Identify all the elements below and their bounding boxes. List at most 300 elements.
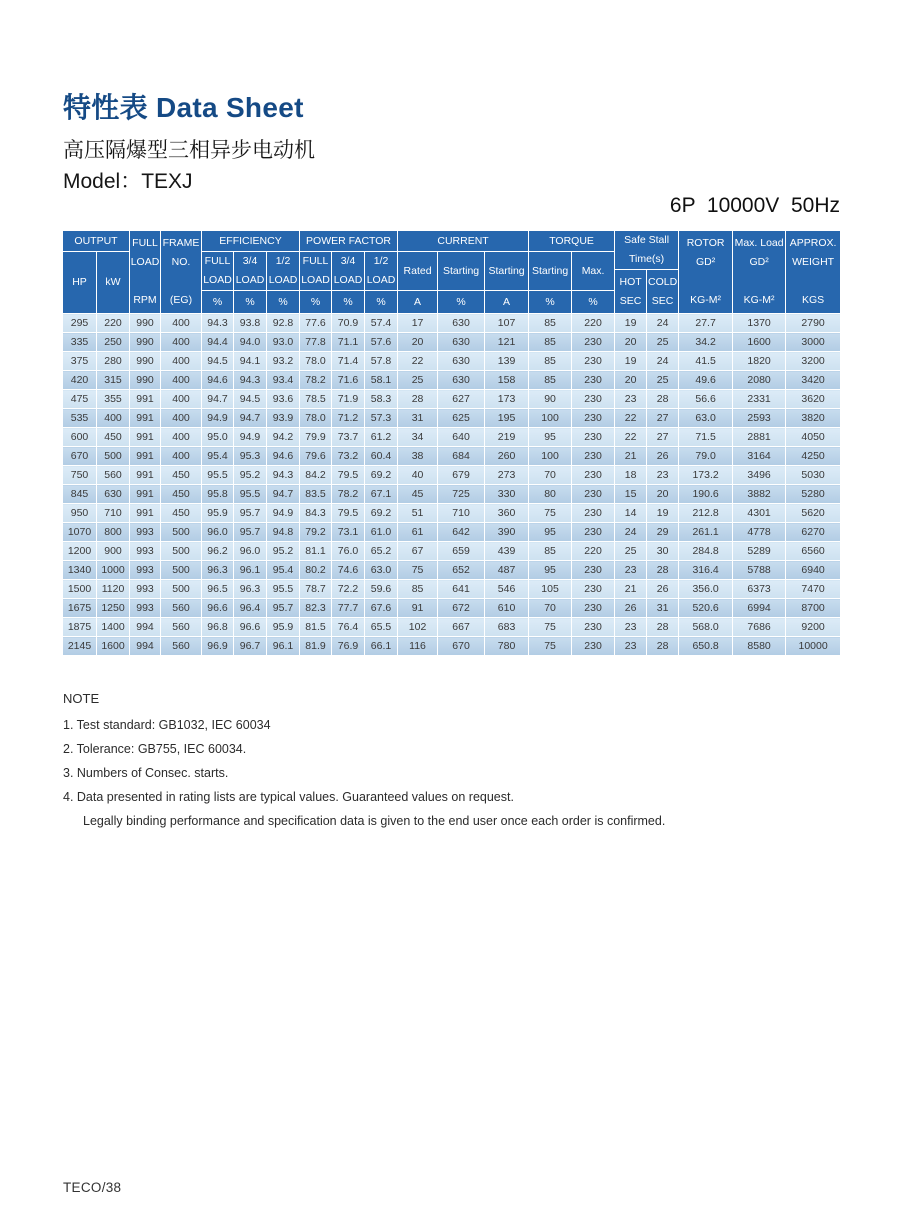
cell: 220 bbox=[572, 314, 615, 333]
cell: 725 bbox=[438, 485, 485, 504]
cell: 100 bbox=[529, 447, 572, 466]
unit-torque-max: % bbox=[572, 291, 615, 314]
cell: 6994 bbox=[733, 599, 786, 618]
cell: 95 bbox=[529, 561, 572, 580]
unit-eff-34: % bbox=[234, 291, 267, 314]
cell: 627 bbox=[438, 390, 485, 409]
cell: 59.6 bbox=[365, 580, 398, 599]
cell: 61.0 bbox=[365, 523, 398, 542]
cell: 400 bbox=[97, 409, 130, 428]
spec-table-header bbox=[63, 231, 841, 314]
cell: 7686 bbox=[733, 618, 786, 637]
hdr-eff-full-load: LOAD bbox=[203, 274, 232, 286]
cell: 1400 bbox=[97, 618, 130, 637]
cell: 69.2 bbox=[365, 504, 398, 523]
hdr-cold: COLD bbox=[647, 275, 678, 288]
cell: 25 bbox=[398, 371, 438, 390]
notes-title: NOTE bbox=[63, 691, 100, 706]
cell: 29 bbox=[647, 523, 679, 542]
cell: 6940 bbox=[786, 561, 841, 580]
cell: 475 bbox=[63, 390, 97, 409]
cell: 81.9 bbox=[300, 637, 332, 656]
cell: 6270 bbox=[786, 523, 841, 542]
cell: 95.3 bbox=[234, 447, 267, 466]
cell: 750 bbox=[63, 466, 97, 485]
cell: 93.4 bbox=[267, 371, 300, 390]
cell: 991 bbox=[130, 504, 161, 523]
cell: 19 bbox=[647, 504, 679, 523]
cell: 400 bbox=[161, 371, 202, 390]
cell: 121 bbox=[485, 333, 529, 352]
cell: 1370 bbox=[733, 314, 786, 333]
cell: 95.9 bbox=[202, 504, 234, 523]
cell: 67.6 bbox=[365, 599, 398, 618]
cell: 85 bbox=[529, 371, 572, 390]
cell: 84.2 bbox=[300, 466, 332, 485]
cell: 79.0 bbox=[679, 447, 733, 466]
rating-spec: 6P 10000V 50Hz bbox=[669, 194, 840, 217]
cell: 21 bbox=[615, 447, 647, 466]
cell: 560 bbox=[161, 618, 202, 637]
cell: 5620 bbox=[786, 504, 841, 523]
cell: 94.8 bbox=[267, 523, 300, 542]
cell: 4778 bbox=[733, 523, 786, 542]
col-stall-cold bbox=[647, 270, 679, 314]
cell: 23 bbox=[615, 390, 647, 409]
cell: 95.8 bbox=[202, 485, 234, 504]
hdr-eff-12-load: LOAD bbox=[268, 274, 298, 286]
page-title: 特性表 Data Sheet bbox=[63, 92, 304, 123]
cell: 96.4 bbox=[234, 599, 267, 618]
cell: 96.2 bbox=[202, 542, 234, 561]
cell: 5280 bbox=[786, 485, 841, 504]
cell: 993 bbox=[130, 580, 161, 599]
cell: 679 bbox=[438, 466, 485, 485]
cell: 273 bbox=[485, 466, 529, 485]
cell: 95 bbox=[529, 428, 572, 447]
hdr-frame: FRAME bbox=[162, 237, 200, 249]
cell: 70.9 bbox=[332, 314, 365, 333]
unit-pf-34: % bbox=[332, 291, 365, 314]
hdr-hot-sec: SEC bbox=[619, 294, 642, 307]
cell: 30 bbox=[647, 542, 679, 561]
cell: 230 bbox=[572, 637, 615, 656]
model-label: Model：TEXJ bbox=[63, 170, 193, 193]
table-row bbox=[63, 599, 841, 618]
cell: 991 bbox=[130, 447, 161, 466]
cell: 34.2 bbox=[679, 333, 733, 352]
cell: 67 bbox=[398, 542, 438, 561]
cell: 80 bbox=[529, 485, 572, 504]
hdr-time-s: Time(s) bbox=[628, 253, 665, 265]
cell: 230 bbox=[572, 618, 615, 637]
cell: 71.1 bbox=[332, 333, 365, 352]
col-kw: kW bbox=[97, 252, 130, 314]
cell: 77.6 bbox=[300, 314, 332, 333]
cell: 25 bbox=[615, 542, 647, 561]
cell: 85 bbox=[398, 580, 438, 599]
cell: 991 bbox=[130, 390, 161, 409]
cell: 1820 bbox=[733, 352, 786, 371]
cell: 23 bbox=[615, 561, 647, 580]
cell: 375 bbox=[63, 352, 97, 371]
table-row bbox=[63, 485, 841, 504]
cell: 76.4 bbox=[332, 618, 365, 637]
cell: 400 bbox=[161, 352, 202, 371]
cell: 57.6 bbox=[365, 333, 398, 352]
cell: 31 bbox=[647, 599, 679, 618]
cell: 79.5 bbox=[332, 466, 365, 485]
cell: 2145 bbox=[63, 637, 97, 656]
cell: 20 bbox=[615, 333, 647, 352]
cell: 667 bbox=[438, 618, 485, 637]
col-approx-weight bbox=[786, 231, 841, 314]
unit-current-rated: A bbox=[398, 291, 438, 314]
cell: 1200 bbox=[63, 542, 97, 561]
cell: 19 bbox=[615, 352, 647, 371]
unit-current-starting-pct: % bbox=[438, 291, 485, 314]
table-row bbox=[63, 314, 841, 333]
cell: 993 bbox=[130, 542, 161, 561]
hdr-max-load: Max. Load bbox=[734, 237, 784, 249]
cell: 57.4 bbox=[365, 314, 398, 333]
cell: 20 bbox=[647, 485, 679, 504]
cell: 94.5 bbox=[202, 352, 234, 371]
cell: 95.2 bbox=[267, 542, 300, 561]
cell: 107 bbox=[485, 314, 529, 333]
cell: 100 bbox=[529, 409, 572, 428]
note-continuation: Legally binding performance and specification data is given to the end user once each order is confirmed. bbox=[83, 814, 666, 828]
cell: 75 bbox=[529, 504, 572, 523]
cell: 75 bbox=[529, 637, 572, 656]
cell: 85 bbox=[529, 314, 572, 333]
cell: 950 bbox=[63, 504, 97, 523]
cell: 92.8 bbox=[267, 314, 300, 333]
cell: 41.5 bbox=[679, 352, 733, 371]
cell: 230 bbox=[572, 390, 615, 409]
cell: 49.6 bbox=[679, 371, 733, 390]
cell: 2790 bbox=[786, 314, 841, 333]
col-stall-hot bbox=[615, 270, 647, 314]
cell: 990 bbox=[130, 314, 161, 333]
cell: 81.1 bbox=[300, 542, 332, 561]
cell: 81.5 bbox=[300, 618, 332, 637]
cell: 6560 bbox=[786, 542, 841, 561]
cell: 560 bbox=[97, 466, 130, 485]
cell: 77.8 bbox=[300, 333, 332, 352]
hdr-rpm: RPM bbox=[133, 294, 157, 306]
cell: 94.4 bbox=[202, 333, 234, 352]
cell: 85 bbox=[529, 352, 572, 371]
cell: 1000 bbox=[97, 561, 130, 580]
cell: 63.0 bbox=[365, 561, 398, 580]
cell: 51 bbox=[398, 504, 438, 523]
cell: 3620 bbox=[786, 390, 841, 409]
cell: 91 bbox=[398, 599, 438, 618]
hdr-pf-full: FULL bbox=[302, 255, 329, 267]
cell: 73.7 bbox=[332, 428, 365, 447]
unit-current-starting-a: A bbox=[485, 291, 529, 314]
cell: 993 bbox=[130, 599, 161, 618]
hdr-eff-12: 1/2 bbox=[275, 255, 291, 267]
cell: 22 bbox=[615, 428, 647, 447]
cell: 900 bbox=[97, 542, 130, 561]
cell: 58.1 bbox=[365, 371, 398, 390]
cell: 295 bbox=[63, 314, 97, 333]
cell: 78.0 bbox=[300, 352, 332, 371]
cell: 22 bbox=[615, 409, 647, 428]
cell: 5030 bbox=[786, 466, 841, 485]
col-max-load-gd2 bbox=[733, 231, 786, 314]
cell: 230 bbox=[572, 466, 615, 485]
cell: 991 bbox=[130, 428, 161, 447]
cell: 94.7 bbox=[267, 485, 300, 504]
cell: 600 bbox=[63, 428, 97, 447]
cell: 102 bbox=[398, 618, 438, 637]
cell: 75 bbox=[529, 618, 572, 637]
cell: 10000 bbox=[786, 637, 841, 656]
cell: 94.0 bbox=[234, 333, 267, 352]
hdr-full: FULL bbox=[132, 237, 158, 249]
cell: 95.0 bbox=[202, 428, 234, 447]
table-row bbox=[63, 333, 841, 352]
cell: 641 bbox=[438, 580, 485, 599]
cell: 25 bbox=[647, 333, 679, 352]
cell: 1340 bbox=[63, 561, 97, 580]
cell: 95.5 bbox=[267, 580, 300, 599]
cell: 71.5 bbox=[679, 428, 733, 447]
cell: 400 bbox=[161, 390, 202, 409]
hdr-eff-34: 3/4 bbox=[242, 255, 258, 267]
cell: 4250 bbox=[786, 447, 841, 466]
col-full-load-rpm bbox=[130, 231, 161, 314]
cell: 450 bbox=[97, 428, 130, 447]
cell: 65.5 bbox=[365, 618, 398, 637]
cell: 94.6 bbox=[202, 371, 234, 390]
cell: 61.2 bbox=[365, 428, 398, 447]
cell: 93.8 bbox=[234, 314, 267, 333]
page-subtitle: 高压隔爆型三相异步电动机 bbox=[63, 139, 315, 162]
cell: 683 bbox=[485, 618, 529, 637]
cell: 24 bbox=[647, 352, 679, 371]
cell: 195 bbox=[485, 409, 529, 428]
hdr-max-load-gd2: GD² bbox=[749, 256, 769, 268]
cell: 40 bbox=[398, 466, 438, 485]
cell: 71.2 bbox=[332, 409, 365, 428]
cell: 94.3 bbox=[234, 371, 267, 390]
cell: 57.8 bbox=[365, 352, 398, 371]
hdr-pf-12: 1/2 bbox=[373, 255, 389, 267]
cell: 2080 bbox=[733, 371, 786, 390]
cell: 400 bbox=[161, 333, 202, 352]
cell: 1500 bbox=[63, 580, 97, 599]
cell: 990 bbox=[130, 371, 161, 390]
cell: 85 bbox=[529, 333, 572, 352]
cell: 230 bbox=[572, 599, 615, 618]
cell: 284.8 bbox=[679, 542, 733, 561]
cell: 450 bbox=[161, 504, 202, 523]
hdr-cold-sec: SEC bbox=[651, 294, 674, 307]
table-row bbox=[63, 580, 841, 599]
cell: 2593 bbox=[733, 409, 786, 428]
cell: 94.3 bbox=[202, 314, 234, 333]
hdr-safe-stall: Safe Stall bbox=[624, 234, 670, 246]
cell: 500 bbox=[161, 523, 202, 542]
cell: 72.2 bbox=[332, 580, 365, 599]
cell: 20 bbox=[398, 333, 438, 352]
unit-eff-full: % bbox=[202, 291, 234, 314]
col-group-current: CURRENT bbox=[398, 231, 529, 252]
table-row bbox=[63, 542, 841, 561]
cell: 25 bbox=[647, 371, 679, 390]
table-row bbox=[63, 561, 841, 580]
cell: 94.2 bbox=[267, 428, 300, 447]
cell: 316.4 bbox=[679, 561, 733, 580]
cell: 84.3 bbox=[300, 504, 332, 523]
hdr-pf-34: 3/4 bbox=[340, 255, 356, 267]
cell: 780 bbox=[485, 637, 529, 656]
cell: 670 bbox=[438, 637, 485, 656]
cell: 630 bbox=[438, 314, 485, 333]
cell: 220 bbox=[97, 314, 130, 333]
hdr-pf-full-load: LOAD bbox=[301, 274, 330, 286]
cell: 116 bbox=[398, 637, 438, 656]
cell: 1675 bbox=[63, 599, 97, 618]
cell: 1875 bbox=[63, 618, 97, 637]
col-hp: HP bbox=[63, 252, 97, 314]
cell: 71.9 bbox=[332, 390, 365, 409]
cell: 1600 bbox=[97, 637, 130, 656]
notes-section bbox=[63, 691, 823, 838]
col-eff-full bbox=[202, 252, 234, 291]
cell: 24 bbox=[615, 523, 647, 542]
cell: 95.5 bbox=[234, 485, 267, 504]
cell: 71.4 bbox=[332, 352, 365, 371]
cell: 63.0 bbox=[679, 409, 733, 428]
cell: 78.7 bbox=[300, 580, 332, 599]
cell: 315 bbox=[97, 371, 130, 390]
cell: 95.7 bbox=[267, 599, 300, 618]
unit-pf-12: % bbox=[365, 291, 398, 314]
cell: 6373 bbox=[733, 580, 786, 599]
cell: 96.6 bbox=[202, 599, 234, 618]
cell: 28 bbox=[647, 390, 679, 409]
hdr-hot: HOT bbox=[619, 275, 642, 288]
cell: 95.4 bbox=[267, 561, 300, 580]
note-item: 4. Data presented in rating lists are typical values. Guaranteed values on request. bbox=[63, 790, 514, 804]
cell: 400 bbox=[161, 428, 202, 447]
cell: 61 bbox=[398, 523, 438, 542]
cell: 487 bbox=[485, 561, 529, 580]
cell: 56.6 bbox=[679, 390, 733, 409]
cell: 3000 bbox=[786, 333, 841, 352]
table-row bbox=[63, 409, 841, 428]
cell: 38 bbox=[398, 447, 438, 466]
cell: 95.7 bbox=[234, 504, 267, 523]
cell: 26 bbox=[647, 580, 679, 599]
col-group-output: OUTPUT bbox=[63, 231, 130, 252]
cell: 24 bbox=[647, 314, 679, 333]
cell: 34 bbox=[398, 428, 438, 447]
cell: 4050 bbox=[786, 428, 841, 447]
cell: 630 bbox=[438, 333, 485, 352]
cell: 450 bbox=[161, 466, 202, 485]
col-group-efficiency: EFFICIENCY bbox=[202, 231, 300, 252]
cell: 85 bbox=[529, 542, 572, 561]
cell: 500 bbox=[161, 580, 202, 599]
table-row bbox=[63, 447, 841, 466]
cell: 18 bbox=[615, 466, 647, 485]
cell: 400 bbox=[161, 409, 202, 428]
cell: 96.0 bbox=[234, 542, 267, 561]
cell: 96.1 bbox=[267, 637, 300, 656]
cell: 95 bbox=[529, 523, 572, 542]
cell: 1250 bbox=[97, 599, 130, 618]
cell: 991 bbox=[130, 485, 161, 504]
hdr-pf-34-load: LOAD bbox=[333, 274, 363, 286]
hdr-no: NO. bbox=[171, 256, 191, 268]
cell: 80.2 bbox=[300, 561, 332, 580]
cell: 672 bbox=[438, 599, 485, 618]
cell: 439 bbox=[485, 542, 529, 561]
cell: 76.0 bbox=[332, 542, 365, 561]
cell: 78.0 bbox=[300, 409, 332, 428]
table-row bbox=[63, 390, 841, 409]
cell: 79.2 bbox=[300, 523, 332, 542]
cell: 23 bbox=[615, 618, 647, 637]
table-row bbox=[63, 466, 841, 485]
cell: 630 bbox=[438, 352, 485, 371]
cell: 70 bbox=[529, 599, 572, 618]
cell: 158 bbox=[485, 371, 529, 390]
cell: 23 bbox=[647, 466, 679, 485]
cell: 219 bbox=[485, 428, 529, 447]
cell: 96.8 bbox=[202, 618, 234, 637]
cell: 65.2 bbox=[365, 542, 398, 561]
cell: 546 bbox=[485, 580, 529, 599]
col-torque-max: Max. bbox=[572, 252, 615, 291]
cell: 500 bbox=[161, 542, 202, 561]
cell: 800 bbox=[97, 523, 130, 542]
cell: 640 bbox=[438, 428, 485, 447]
cell: 1070 bbox=[63, 523, 97, 542]
cell: 230 bbox=[572, 580, 615, 599]
cell: 994 bbox=[130, 618, 161, 637]
cell: 1600 bbox=[733, 333, 786, 352]
cell: 190.6 bbox=[679, 485, 733, 504]
cell: 230 bbox=[572, 428, 615, 447]
col-current-starting-a: Starting bbox=[485, 252, 529, 291]
cell: 8580 bbox=[733, 637, 786, 656]
cell: 95.2 bbox=[234, 466, 267, 485]
cell: 15 bbox=[615, 485, 647, 504]
cell: 78.2 bbox=[300, 371, 332, 390]
cell: 28 bbox=[398, 390, 438, 409]
col-pf-full bbox=[300, 252, 332, 291]
cell: 78.2 bbox=[332, 485, 365, 504]
cell: 66.1 bbox=[365, 637, 398, 656]
cell: 93.9 bbox=[267, 409, 300, 428]
cell: 94.9 bbox=[267, 504, 300, 523]
cell: 560 bbox=[161, 599, 202, 618]
cell: 94.9 bbox=[234, 428, 267, 447]
cell: 27 bbox=[647, 409, 679, 428]
col-torque-starting: Starting bbox=[529, 252, 572, 291]
cell: 250 bbox=[97, 333, 130, 352]
cell: 994 bbox=[130, 637, 161, 656]
cell: 230 bbox=[572, 371, 615, 390]
unit-torque-starting: % bbox=[529, 291, 572, 314]
